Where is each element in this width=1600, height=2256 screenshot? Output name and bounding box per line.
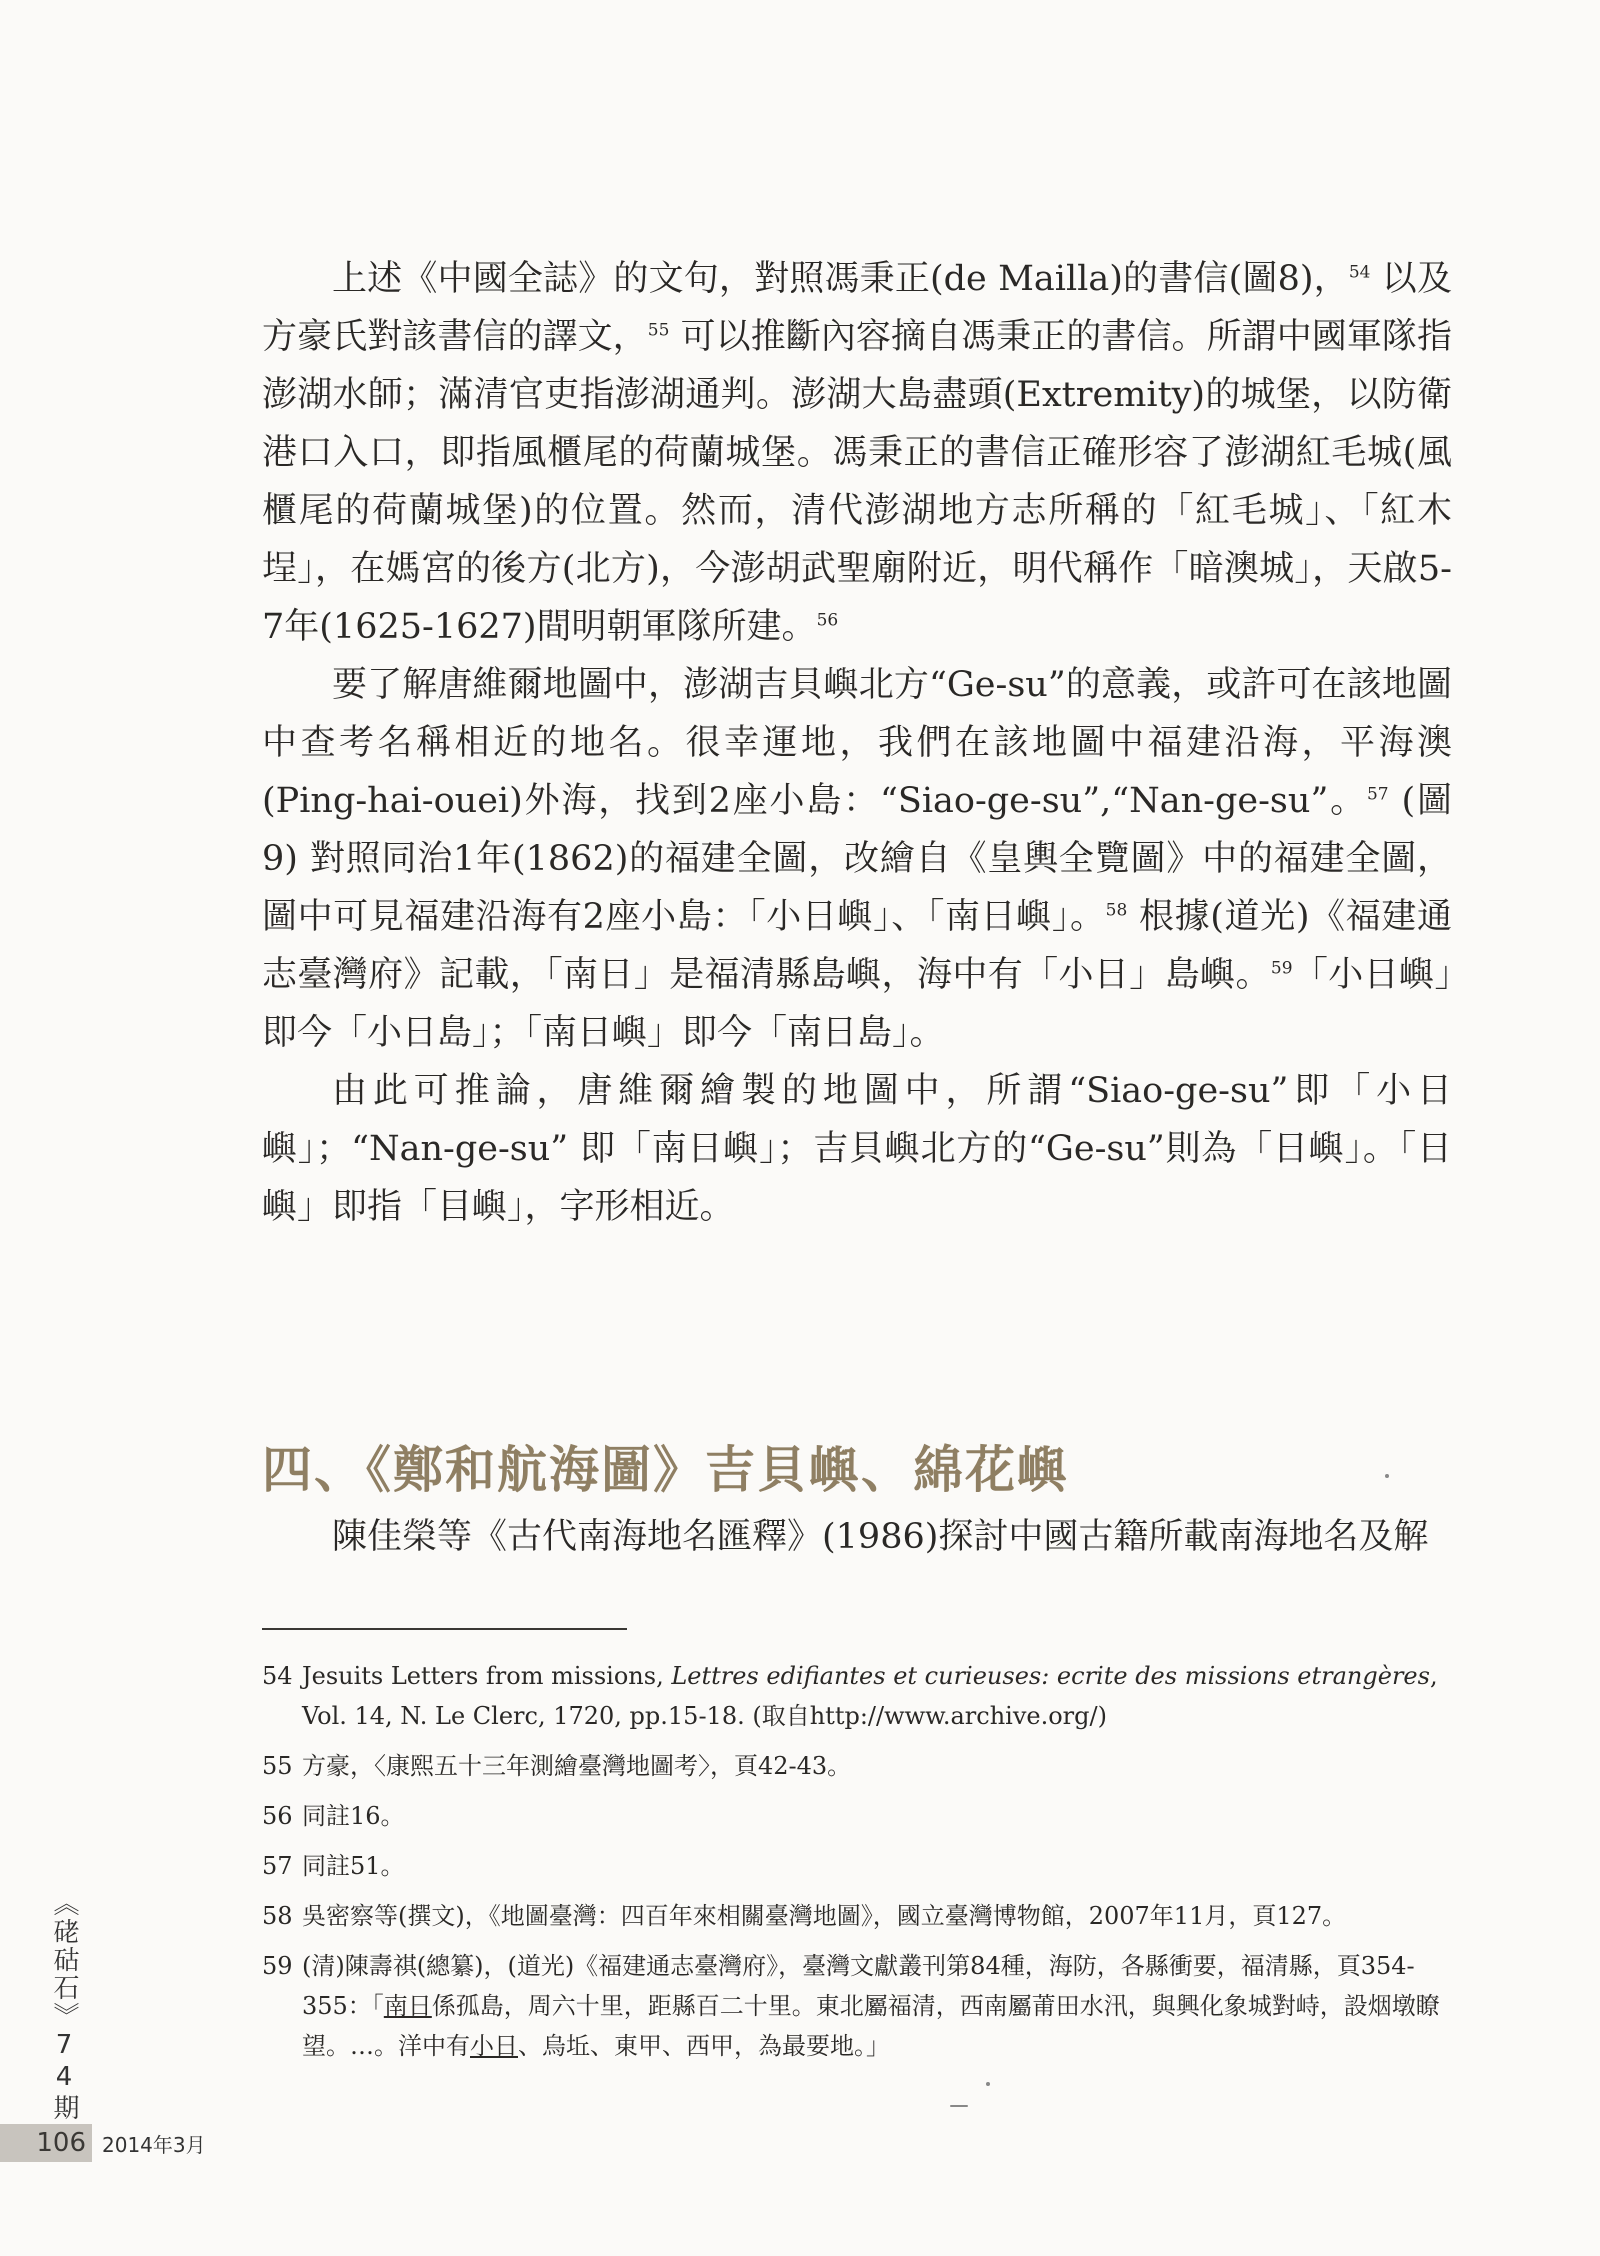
- text: 要了解唐維爾地圖中，澎湖吉貝嶼北方“Ge-su”的意義，或許可在該地圖中查考名稱相近的地名。很幸運地，我們在該地圖中福建沿海，平海澳(Ping-hai-ouei)外海，找到2座小島：“Siao-ge-su”,“Nan-ge-su”。: [262, 665, 1452, 821]
- footnote-54: [262, 1656, 1452, 1736]
- footnote-ref-59[interactable]: 59: [1270, 958, 1293, 979]
- scan-speck: [1385, 1474, 1389, 1478]
- text: 根據(道光)《福建通志臺灣府》記載，「南日」是福清縣島嶼，海中有「小日」島嶼。: [262, 897, 1452, 995]
- section-paragraph: 陳佳榮等《古代南海地名匯釋》(1986)探討中國古籍所載南海地名及解: [332, 1517, 1429, 1557]
- footnote-56: [262, 1796, 1452, 1836]
- footnote-text: 、烏坵、東甲、西甲，為最要地。」: [518, 2032, 890, 2060]
- issue-date: 2014年3月: [102, 2132, 206, 2157]
- footnote-divider: [262, 1628, 627, 1630]
- footnote-text: 同註16。: [302, 1802, 405, 1830]
- text: 以及方豪氏對該書信的譯文，: [262, 259, 1452, 357]
- footnote-text: 係孤島，周六十里，距縣百二十里。東北屬福清，西南屬莆田水汛，與興化象城對峙，設烟墩瞭望。…。洋中有: [302, 1992, 1440, 2060]
- underlined-place-name: 小日: [470, 2032, 518, 2060]
- footnote-number: 56: [262, 1802, 293, 1830]
- page-number: 106: [0, 2124, 92, 2162]
- section-heading: 四、《鄭和航海圖》吉貝嶼、綿花嶼: [262, 1441, 1069, 1499]
- footnote-ref-56[interactable]: 56: [816, 610, 839, 631]
- footnote-text: 方豪，〈康熙五十三年測繪臺灣地圖考〉，頁42-43。: [302, 1752, 852, 1780]
- footnotes: [262, 1656, 1452, 2076]
- footnote-text: (清)陳壽祺(總纂)，(道光)《福建通志臺灣府》，臺灣文獻叢刊第84種，海防，各縣衝要，福清縣，頁354-355：「: [302, 1952, 1415, 2020]
- text: 可以推斷內容摘自馮秉正的書信。所謂中國軍隊指澎湖水師；滿清官吏指澎湖通判。澎湖大島盡頭(Extremity)的城堡，以防衛港口入口，即指風櫃尾的荷蘭城堡。馮秉正的書信正確形容了澎湖紅毛城(風櫃尾的荷蘭城堡)的位置。然而，清代澎湖地方志所稱的「紅毛城」、「紅木埕」，在媽宮的後方(北方)，今澎胡武聖廟附近，明代稱作「暗澳城」，天啟5-7年(1625-1627)間明朝軍隊所建。: [262, 317, 1452, 647]
- text: 「小日嶼」即今「小日島」；「南日嶼」即今「南日島」。: [262, 955, 1452, 1053]
- page-footer: [0, 2124, 320, 2162]
- footnote-55: [262, 1746, 1452, 1786]
- footnote-text: 同註51。: [302, 1852, 405, 1880]
- footnote-58: [262, 1896, 1452, 1936]
- footnote-ref-57[interactable]: 57: [1366, 784, 1389, 805]
- body-text: [262, 250, 1452, 1236]
- paragraph-1: [262, 250, 1452, 656]
- scan-speck: [986, 2082, 990, 2086]
- footnote-text: , Vol. 14, N. Le Clerc, 1720, pp.15-18. (取自http://www.archive.org/): [302, 1662, 1438, 1730]
- footnote-ref-58[interactable]: 58: [1105, 900, 1128, 921]
- footnote-59: [262, 1946, 1452, 2066]
- footnote-text: Jesuits Letters from missions,: [302, 1662, 672, 1690]
- footnote-number: 58: [262, 1902, 293, 1930]
- footnote-ref-55[interactable]: 55: [647, 320, 670, 341]
- footnote-57: [262, 1846, 1452, 1886]
- footnote-number: 57: [262, 1852, 293, 1880]
- footnote-ref-54[interactable]: 54: [1348, 262, 1371, 283]
- underlined-place-name: 南日: [383, 1992, 432, 2020]
- paragraph-3: 由此可推論，唐維爾繪製的地圖中，所謂“Siao-ge-su”即「小日嶼」；“Nan-ge-su” 即「南日嶼」；吉貝嶼北方的“Ge-su”則為「日嶼」。「日嶼」即指「目嶼」，字形相近。: [262, 1071, 1452, 1227]
- text: 上述《中國全誌》的文句，對照馮秉正(de Mailla)的書信(圖8)，: [332, 259, 1349, 299]
- footnote-text: 吳密察等(撰文)，《地圖臺灣：四百年來相關臺灣地圖》，國立臺灣博物館，2007年11月，頁127。: [302, 1902, 1347, 1930]
- footnote-title: Lettres edifiantes et curieuses: ecrite des missions etrangères: [671, 1662, 1430, 1690]
- text: (圖9) 對照同治1年(1862)的福建全圖，改繪自《皇輿全覽圖》中的福建全圖，圖中可見福建沿海有2座小島：「小日嶼」、「南日嶼」。: [262, 781, 1452, 937]
- paragraph-2: [262, 656, 1452, 1062]
- footnote-number: 54: [262, 1662, 293, 1690]
- footnote-number: 59: [262, 1952, 293, 1980]
- footnote-number: 55: [262, 1752, 293, 1780]
- journal-title: 《硓𥑮石》74期: [49, 1890, 79, 2122]
- scan-speck: [950, 2105, 968, 2107]
